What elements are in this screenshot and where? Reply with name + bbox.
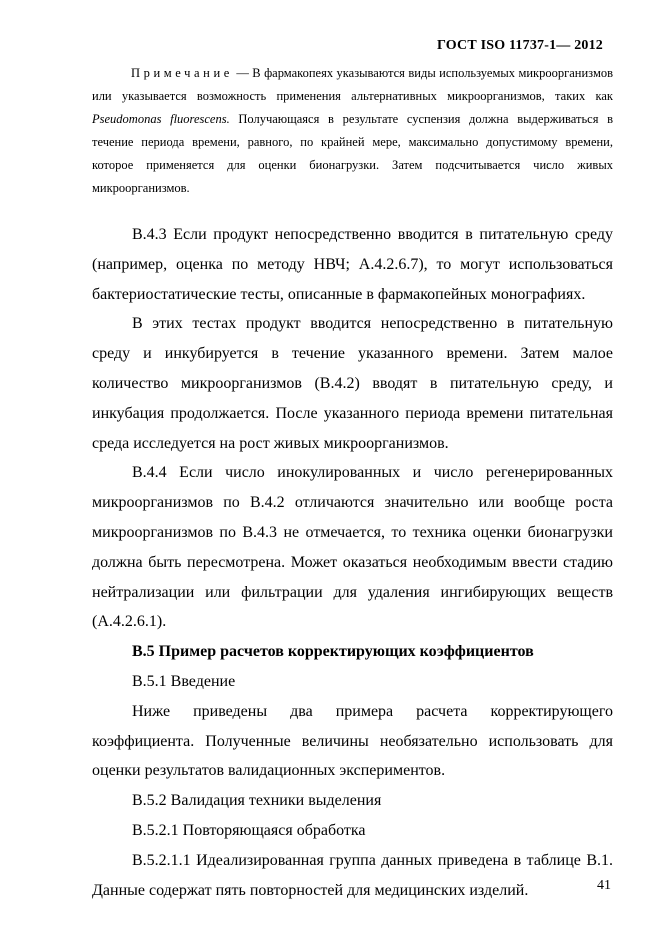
subsection-heading-b521: В.5.2.1 Повторяющаяся обработка	[132, 821, 366, 839]
note-text-after: Получающаяся в результате суспензия должна выдерживаться в течение периода времени, равного, по крайней мере, максимально допустимому времени, которое применяется для оценки бионагрузки. Затем подсчитывается число живых микроорганизмов.	[92, 112, 613, 195]
paragraph-b5211: В.5.2.1.1 Идеализированная группа данных приведена в таблице В.1. Данные содержат пять повторностей для медицинских изделий.	[92, 851, 613, 899]
subsection-heading-b52: В.5.2 Валидация техники выделения	[132, 792, 382, 810]
paragraph-b43: В.4.3 Если продукт непосредственно вводится в питательную среду (например, оценка по методу НВЧ; А.4.2.6.7), то могут использоваться бактериостатические тесты, описанные в фармакопейных монографиях.	[92, 226, 613, 303]
paragraph-b44: В.4.4 Если число инокулированных и число регенерированных микроорганизмов по В.4.2 отличаются значительно или вообще роста микроорганизмов по В.4.3 не отмечается, то техника оценки бионагрузки должна быть пересмотрена. Может оказаться необходимым ввести стадию нейтрализации или фильтрации для удаления ингибирующих веществ (А.4.2.6.1).	[92, 464, 613, 631]
note-species-name: Pseudomonas fluorescens.	[92, 112, 230, 126]
document-body	[92, 220, 613, 905]
standard-designation: ГОСТ ISO 11737-1— 2012	[437, 38, 603, 53]
subsection-heading-b51: В.5.1 Введение	[132, 672, 236, 690]
note-text-before: В фармакопеях указываются виды используемых микроорганизмов или указывается возможность применения альтернативных микроорганизмов, таких как	[92, 66, 614, 103]
note-block	[92, 62, 613, 200]
page-number: 41	[597, 878, 611, 893]
section-heading-b5: В.5 Пример расчетов корректирующих коэффициентов	[132, 643, 534, 661]
note-paragraph	[92, 62, 613, 200]
document-header	[437, 38, 603, 54]
paragraph-b43-continuation: В этих тестах продукт вводится непосредственно в питательную среду и инкубируется в течение указанного времени. Затем малое количество микроорганизмов (В.4.2) вводят в питательную среду, и инкубация продолжается. После указанного периода времени питательная среда исследуется на рост живых микроорганизмов.	[92, 315, 613, 452]
note-dash: —	[232, 66, 253, 80]
paragraph-b51-text: Ниже приведены два примера расчета корректирующего коэффициента. Полученные величины необязательно использовать для оценки результатов валидационных экспериментов.	[92, 702, 613, 780]
note-label: Примечание	[131, 66, 233, 80]
